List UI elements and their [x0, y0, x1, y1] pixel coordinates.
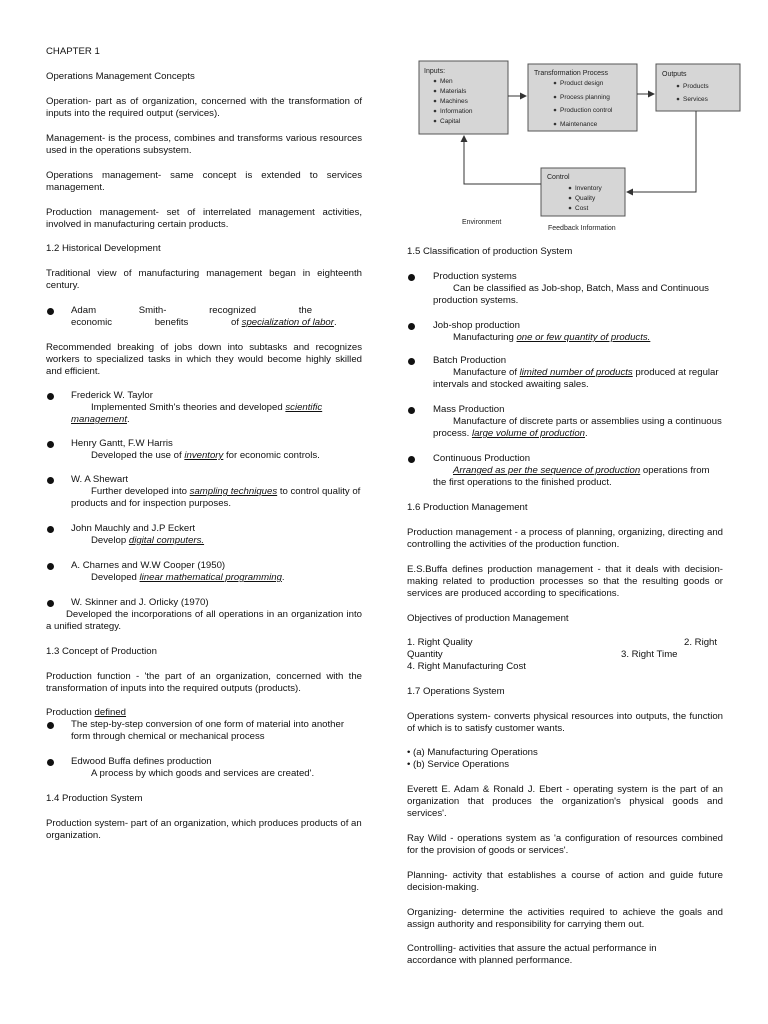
bullet-icon: [47, 563, 54, 570]
taylor-item: [71, 390, 362, 426]
taylor-text: Implemented Smith's theories and developed: [91, 402, 283, 413]
bullet-icon: [47, 759, 54, 766]
output-item: Services: [683, 96, 708, 103]
batch-title: Batch Production: [433, 355, 507, 366]
transform-item: Production control: [560, 107, 613, 114]
objectives-heading: Objectives of production Management: [407, 613, 569, 624]
continuous-text: [433, 465, 725, 489]
shewart-name: W. A Shewart: [71, 474, 129, 485]
output-item: Products: [683, 83, 709, 90]
bullet-icon: [408, 323, 415, 330]
gantt-item: [71, 438, 362, 462]
bullet-icon: [47, 600, 54, 607]
job-shop-emphasis: one or few quantity of products.: [516, 332, 651, 343]
buffa-item: [71, 756, 362, 780]
bullet-icon: [47, 393, 54, 400]
page-title: Operations Management Concepts: [46, 71, 195, 82]
objective-3: 3. Right Time: [621, 649, 678, 660]
buffa-name: Edwood Buffa defines production: [71, 756, 212, 767]
defined-word: defined: [94, 707, 127, 718]
input-item: Men: [440, 78, 453, 85]
mauchly-text: Develop: [91, 535, 127, 546]
production-systems-text: Can be classified as Job-shop, Batch, Mass and Continuous production systems.: [433, 283, 709, 306]
period: .: [333, 317, 337, 328]
heading-1-3: 1.3 Concept of Production: [46, 646, 157, 657]
control-title: Control: [547, 174, 570, 181]
period: .: [585, 428, 588, 439]
shewart-text: Further developed into: [91, 486, 187, 497]
skinner-text: Developed the incorporations of all operations in an organization into a unified strategy.: [46, 609, 362, 632]
period: .: [281, 572, 285, 583]
job-shop-title: Job-shop production: [433, 320, 520, 331]
batch-post: produced at regular intervals and stocked awaiting sales.: [433, 367, 719, 390]
bullet-icon: [47, 722, 54, 729]
continuous-emphasis: Arranged as per the sequence of production: [453, 465, 641, 476]
operation-definition: Operation- part as of organization, concerned with the transformation of inputs into the required output (services).: [46, 96, 362, 119]
continuous-title: Continuous Production: [433, 453, 531, 464]
transform-item: Maintenance: [560, 121, 598, 128]
batch-text: [433, 367, 725, 391]
manufacturing-operations: • (a) Manufacturing Operations: [407, 747, 538, 758]
buffa-text: A process by which goods and services are created'.: [91, 768, 315, 779]
production-word: Production: [46, 707, 92, 718]
batch-prefix: Manufacture of: [453, 367, 517, 378]
adam-smith-item: [71, 305, 362, 329]
sampling-techniques-text: sampling techniques: [189, 486, 278, 497]
operations-system-diagram: [410, 52, 750, 238]
inventory-text: inventory: [184, 450, 224, 461]
bullet-icon: [408, 456, 415, 463]
input-item: Information: [440, 108, 473, 115]
objective-2: 2. Right: [684, 637, 718, 648]
bullet-icon: [47, 526, 54, 533]
adam-smith-text: Adam Smith- recognized the economic benefits of: [71, 305, 313, 328]
charnes-name: A. Charnes and W.W Cooper (1950): [71, 560, 226, 571]
operations-system-text: Operations system- converts physical resources into outputs, the function of which is to satisfy customer wants.: [407, 711, 723, 734]
production-management-definition: Production management- set of interrelated management activities, involved in manufacturing certain products.: [46, 207, 362, 230]
bullet-icon: [408, 358, 415, 365]
input-item: Capital: [440, 118, 461, 125]
batch-emphasis: limited number of products: [519, 367, 633, 378]
heading-1-5: 1.5 Classification of production System: [407, 246, 573, 257]
mauchly-item: [71, 523, 362, 547]
everett-text: Everett E. Adam & Ronald J. Ebert - operating system is the part of an organization that produces the organization's physical goods and services'.: [407, 784, 723, 819]
linear-programming-text: linear mathematical programming: [139, 572, 282, 583]
service-operations: • (b) Service Operations: [407, 759, 509, 770]
taylor-name: Frederick W. Taylor: [71, 390, 153, 401]
transform-item: Process planning: [560, 94, 610, 101]
mass-title: Mass Production: [433, 404, 505, 415]
specialization-link: specialization of labor: [241, 317, 334, 328]
bullet-icon: [47, 477, 54, 484]
charnes-item: [71, 560, 362, 584]
gantt-name: Henry Gantt, F.W Harris: [71, 438, 173, 449]
heading-1-2: 1.2 Historical Development: [46, 243, 161, 254]
skinner-item: [46, 597, 362, 633]
job-shop-prefix: Manufacturing: [453, 332, 514, 343]
outputs-title: Outputs: [662, 71, 687, 78]
inputs-title: Inputs:: [424, 68, 446, 75]
organizing-text: Organizing- determine the activities required to achieve the goals and assign authority and responsibility for carrying them out.: [407, 907, 723, 930]
input-item: Materials: [440, 88, 467, 95]
chapter-label: CHAPTER 1: [46, 46, 100, 57]
mass-prefix: Manufacture of discrete parts or assemblies using a continuous process.: [433, 416, 722, 439]
mass-emphasis: large volume of production: [471, 428, 585, 439]
bullet-icon: [408, 274, 415, 281]
bullet-icon: [408, 407, 415, 414]
esbuffa-text: E.S.Buffa defines production management - that it deals with decision-making related to production processes so that the resulting goods or services are produced according to specifications.: [407, 564, 723, 599]
feedback-label: Feedback Information: [548, 225, 616, 232]
production-management-text: Production management - a process of planning, organizing, directing and controlling the activities of the production function.: [407, 527, 723, 550]
charnes-text: Developed: [91, 572, 137, 583]
transform-item: Product design: [560, 80, 604, 87]
production-defined-label: [46, 707, 126, 719]
environment-label: Environment: [462, 219, 502, 226]
gantt-text-post: for economic controls.: [225, 450, 320, 461]
gantt-text: Developed the use of: [91, 450, 182, 461]
management-definition: Management- is the process, combines and transforms various resources used in the operations subsystem.: [46, 133, 362, 156]
traditional-view: Traditional view of manufacturing management began in eighteenth century.: [46, 268, 362, 291]
production-systems-title: Production systems: [433, 271, 517, 282]
continuous-post: operations from the first operations to the finished product.: [433, 465, 710, 488]
digital-computers-text: digital computers.: [128, 535, 205, 546]
mass-text: [433, 416, 725, 440]
skinner-name: W. Skinner and J. Orlicky (1970): [71, 597, 209, 608]
production-system-text: Production system- part of an organization, which produces products of an organization.: [46, 818, 362, 841]
operations-management-definition: Operations management- same concept is extended to services management.: [46, 170, 362, 193]
objective-4: 4. Right Manufacturing Cost: [407, 661, 526, 672]
objective-1: 1. Right Quality: [407, 637, 473, 648]
production-function-text: Production function - 'the part of an organization, concerned with the transformation of inputs into the required outputs (products).: [46, 671, 362, 694]
job-shop-text: [453, 332, 650, 344]
step-by-step-text: The step-by-step conversion of one form of material into another form through chemical or mechanical process: [71, 719, 345, 742]
planning-text: Planning- activity that establishes a course of action and guide future decision-making.: [407, 870, 723, 893]
heading-1-6: 1.6 Production Management: [407, 502, 528, 513]
input-item: Machines: [440, 98, 468, 105]
heading-1-4: 1.4 Production System: [46, 793, 143, 804]
shewart-item: [71, 474, 362, 510]
controlling-text: Controlling- activities that assure the actual performance in accordance with planned performance.: [407, 943, 657, 966]
bullet-icon: [47, 441, 54, 448]
transformation-title: Transformation Process: [534, 70, 609, 77]
bullet-icon: [47, 308, 54, 315]
scientific-management-text: scientific management: [71, 402, 323, 425]
recommended-text: Recommended breaking of jobs down into subtasks and recognizes workers to specialized tasks in which they would become highly skilled and efficient.: [46, 342, 362, 377]
control-item: Cost: [575, 205, 589, 212]
control-item: Inventory: [575, 185, 602, 192]
mauchly-name: John Mauchly and J.P Eckert: [71, 523, 196, 534]
shewart-text-post: to control quality of products and for inspection purposes.: [71, 486, 361, 509]
objective-2-cont: Quantity: [407, 649, 443, 660]
heading-1-7: 1.7 Operations System: [407, 686, 505, 697]
control-item: Quality: [575, 195, 596, 202]
period: .: [127, 414, 130, 425]
ray-wild-text: Ray Wild - operations system as 'a configuration of resources combined for the provision of goods or services'.: [407, 833, 723, 856]
